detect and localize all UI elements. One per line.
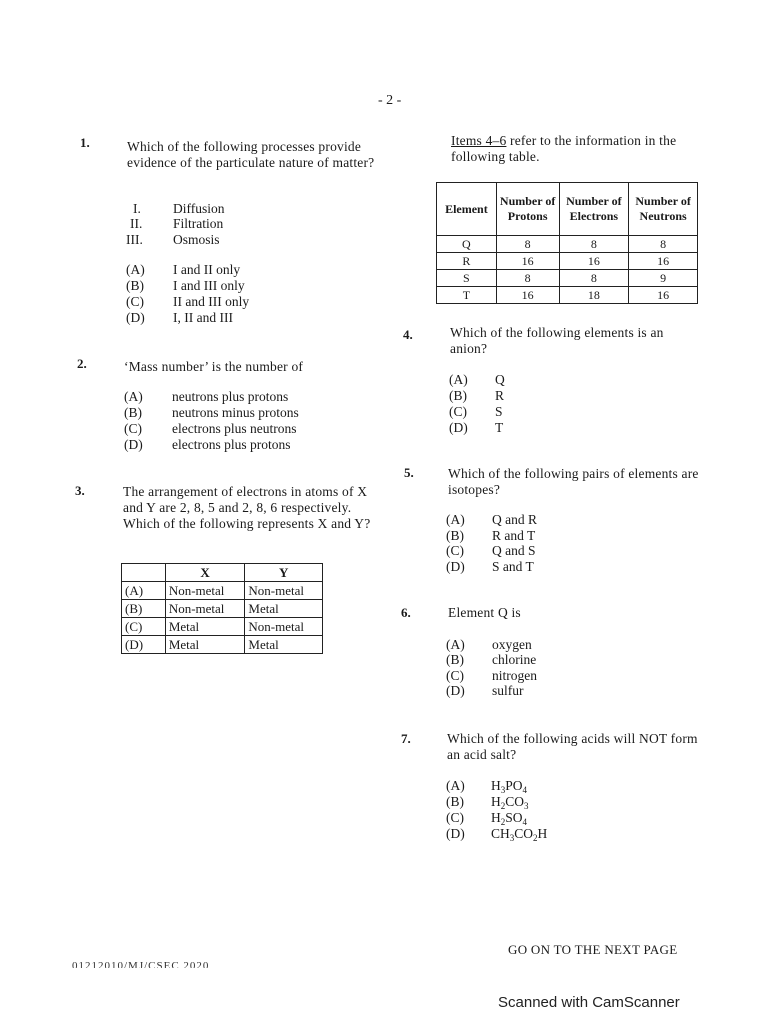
table-cell: Metal <box>165 618 245 636</box>
option-label: (D) <box>446 683 465 698</box>
option-label: (D) <box>126 310 145 325</box>
table-row[interactable] <box>122 636 323 654</box>
table-header-cell: Y <box>245 564 323 582</box>
question-1-text: Which of the following processes provide evidence of the particulate nature of matter? <box>127 139 375 170</box>
table-header-cell: Element <box>437 183 497 236</box>
option-text: I and III only <box>173 278 245 293</box>
table-cell: (B) <box>122 600 166 618</box>
items-ref: Items 4–6 <box>451 133 507 148</box>
option-label: (C) <box>446 668 464 683</box>
option-label: (D) <box>124 437 143 452</box>
option-label: (B) <box>449 388 467 403</box>
option-text: neutrons minus protons <box>172 405 299 420</box>
option-text: R <box>495 388 505 403</box>
table-cell: 16 <box>629 287 698 304</box>
table-cell: Metal <box>245 636 323 654</box>
question-3-text: The arrangement of electrons in atoms of X and Y are 2, 8, 5 and 2, 8, 6 respectively. Which of the following represents X and Y? <box>123 484 371 531</box>
option-text: S <box>495 404 503 419</box>
table-cell: S <box>437 270 497 287</box>
table-row <box>437 270 698 287</box>
option-text: T <box>495 420 504 435</box>
option-label: (A) <box>446 512 465 527</box>
option-label: (C) <box>126 294 144 309</box>
question-5-number: 5. <box>404 465 414 480</box>
table-cell: Metal <box>245 600 323 618</box>
option-label: (A) <box>124 389 143 404</box>
table-cell: Metal <box>165 636 245 654</box>
option-text: I, II and III <box>173 310 233 325</box>
question-7-text: Which of the following acids will NOT form an acid salt? <box>447 731 698 762</box>
option-label: (A) <box>126 262 145 277</box>
option-label: (C) <box>446 810 464 825</box>
option-text: S and T <box>492 559 534 574</box>
table-cell: Non-metal <box>165 582 245 600</box>
table-cell: T <box>437 287 497 304</box>
option-label: (B) <box>124 405 142 420</box>
option-formula: $H_2SO_4$ <box>491 810 528 827</box>
table-cell: Non-metal <box>245 582 323 600</box>
option-label: (B) <box>446 528 464 543</box>
intro-text-1: refer to the information in the <box>506 133 677 148</box>
go-on-next-page: GO ON TO THE NEXT PAGE <box>508 942 678 957</box>
intro-text-2: following table. <box>451 149 540 164</box>
option-label: (A) <box>449 372 468 387</box>
question-6-text: Element Q is <box>448 605 521 620</box>
xy-options-table <box>121 563 323 654</box>
q1-item-text: Osmosis <box>173 232 220 247</box>
option-text: sulfur <box>492 683 524 698</box>
table-cell: 18 <box>559 287 629 304</box>
table-cell: 8 <box>496 270 559 287</box>
question-7-number: 7. <box>401 731 411 746</box>
option-label: (D) <box>449 420 468 435</box>
table-header-row <box>437 183 698 236</box>
question-2-text: ‘Mass number’ is the number of <box>124 359 304 374</box>
items-intro <box>451 133 711 165</box>
option-label: (B) <box>126 278 144 293</box>
question-3-number: 3. <box>75 483 85 498</box>
page-number: - 2 - <box>378 93 402 108</box>
q1-item-label: III. <box>126 232 143 247</box>
option-label: (B) <box>446 794 464 809</box>
option-text: Q and S <box>492 543 536 558</box>
table-header-cell: Number of Neutrons <box>629 183 698 236</box>
question-2-number: 2. <box>77 356 87 371</box>
option-text: electrons plus protons <box>172 437 291 452</box>
option-text: oxygen <box>492 637 532 652</box>
option-label: (C) <box>446 543 464 558</box>
question-4-text: Which of the following elements is an anion? <box>450 325 664 356</box>
q1-item-text: Diffusion <box>173 201 225 216</box>
table-header-cell: X <box>165 564 245 582</box>
table-cell: R <box>437 253 497 270</box>
table-cell: Q <box>437 236 497 253</box>
table-cell: 8 <box>559 270 629 287</box>
table-cell: 16 <box>629 253 698 270</box>
option-text: neutrons plus protons <box>172 389 289 404</box>
table-header-row <box>122 564 323 582</box>
table-cell: (D) <box>122 636 166 654</box>
table-row[interactable] <box>122 582 323 600</box>
table-row <box>437 236 698 253</box>
table-row <box>437 287 698 304</box>
option-formula: $H_3PO_4$ <box>491 778 528 795</box>
table-cell: 8 <box>559 236 629 253</box>
table-cell: 9 <box>629 270 698 287</box>
table-header-cell: Number of Electrons <box>559 183 629 236</box>
question-5-text: Which of the following pairs of elements are isotopes? <box>448 466 699 497</box>
question-6-number: 6. <box>401 605 411 620</box>
table-row[interactable] <box>122 618 323 636</box>
q1-item-text: Filtration <box>173 216 224 231</box>
option-formula: $CH_3CO_2H$ <box>491 826 548 843</box>
option-label: (C) <box>449 404 467 419</box>
camscanner-watermark: Scanned with CamScanner <box>498 994 680 1011</box>
table-cell: 8 <box>629 236 698 253</box>
option-label: (A) <box>446 778 465 793</box>
q1-item-label: II. <box>130 216 143 231</box>
table-cell: 16 <box>496 253 559 270</box>
option-text: Q <box>495 372 505 387</box>
table-cell: (C) <box>122 618 166 636</box>
option-label: (D) <box>446 826 465 841</box>
option-label: (C) <box>124 421 142 436</box>
option-text: R and T <box>492 528 536 543</box>
table-header-cell <box>122 564 166 582</box>
exam-code: 01212010/MJ/CSEC 2020 <box>72 960 210 968</box>
option-text: nitrogen <box>492 668 537 683</box>
table-cell: 8 <box>496 236 559 253</box>
element-table <box>436 182 698 304</box>
table-cell: (A) <box>122 582 166 600</box>
q1-item-label: I. <box>133 201 141 216</box>
table-row[interactable] <box>122 600 323 618</box>
question-4-number: 4. <box>403 327 413 342</box>
table-cell: 16 <box>559 253 629 270</box>
table-cell: 16 <box>496 287 559 304</box>
table-cell: Non-metal <box>245 618 323 636</box>
option-text: electrons plus neutrons <box>172 421 297 436</box>
table-cell: Non-metal <box>165 600 245 618</box>
option-formula: $H_2CO_3$ <box>491 794 529 811</box>
question-1-number: 1. <box>80 135 90 150</box>
option-text: I and II only <box>173 262 241 277</box>
table-row <box>437 253 698 270</box>
option-label: (A) <box>446 637 465 652</box>
option-text: Q and R <box>492 512 537 527</box>
table-header-cell: Number of Protons <box>496 183 559 236</box>
option-label: (B) <box>446 652 464 667</box>
option-text: chlorine <box>492 652 537 667</box>
option-text: II and III only <box>173 294 250 309</box>
option-label: (D) <box>446 559 465 574</box>
